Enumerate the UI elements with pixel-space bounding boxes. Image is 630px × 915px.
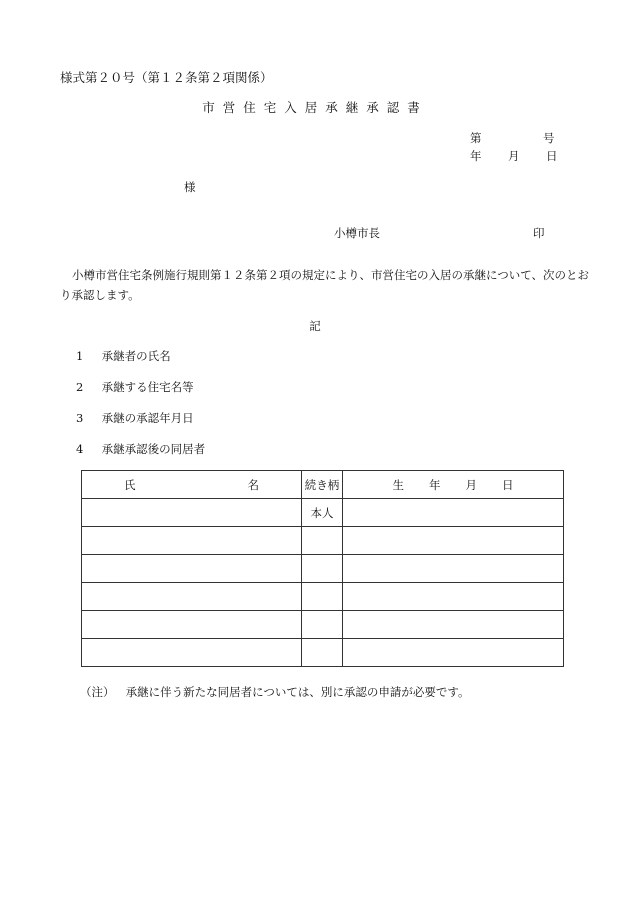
name-cell xyxy=(82,527,302,555)
list-item xyxy=(76,348,171,364)
recipient-honorific: 様 xyxy=(184,180,196,194)
cohabitant-table xyxy=(81,470,564,667)
note-text: 承継に伴う新たな同居者については、別に承認の申請が必要です。 xyxy=(125,685,470,699)
relation-cell xyxy=(302,555,343,583)
birthdate-cell xyxy=(343,583,564,611)
relation-cell xyxy=(302,639,343,667)
note-label: （注） xyxy=(80,685,115,699)
birthdate-cell xyxy=(343,555,564,583)
table-row xyxy=(82,583,564,611)
seal-mark: 印 xyxy=(533,226,545,240)
name-cell xyxy=(82,555,302,583)
body-paragraph: 小樽市営住宅条例施行規則第１２条第２項の規定により、市営住宅の入居の承継について、次のとおり承認します。 xyxy=(60,268,590,302)
relation-cell xyxy=(302,611,343,639)
item-label: 承継の承認年月日 xyxy=(101,411,194,425)
item-number: 2 xyxy=(76,380,84,394)
table-row xyxy=(82,555,564,583)
header-birthdate xyxy=(343,471,564,499)
doc-number-label: 第 xyxy=(470,131,482,145)
date-year-label: 年 xyxy=(470,149,482,163)
table-row xyxy=(82,527,564,555)
list-item xyxy=(76,379,194,395)
birthdate-cell xyxy=(343,527,564,555)
item-number: 1 xyxy=(76,349,84,363)
table-row xyxy=(82,611,564,639)
header-birth-part: 月 xyxy=(465,477,477,492)
name-cell xyxy=(82,499,302,527)
table-row xyxy=(82,499,564,527)
item-label: 承継する住宅名等 xyxy=(101,380,194,394)
header-birth-part: 年 xyxy=(429,477,441,492)
relation-cell: 本人 xyxy=(302,499,343,527)
ki-heading: 記 xyxy=(309,319,321,333)
relation-cell xyxy=(302,527,343,555)
name-cell xyxy=(82,583,302,611)
birthdate-cell xyxy=(343,499,564,527)
date-month-label: 月 xyxy=(508,149,520,163)
header-name-part: 名 xyxy=(247,477,259,492)
birthdate-cell xyxy=(343,611,564,639)
issuer-title: 小樽市長 xyxy=(334,226,380,240)
item-label: 承継承認後の同居者 xyxy=(101,442,206,456)
item-label: 承継者の氏名 xyxy=(101,349,171,363)
name-cell xyxy=(82,611,302,639)
name-cell xyxy=(82,639,302,667)
header-name-part: 氏 xyxy=(124,477,136,492)
header-birth-part: 生 xyxy=(392,477,404,492)
list-item xyxy=(76,441,205,457)
header-relation: 続き柄 xyxy=(302,471,343,499)
birthdate-cell xyxy=(343,639,564,667)
document-title: 市営住宅入居承継承認書 xyxy=(202,100,428,115)
header-birth-part: 日 xyxy=(502,477,514,492)
relation-cell xyxy=(302,583,343,611)
form-number: 様式第２０号（第１２条第２項関係） xyxy=(60,70,273,85)
table-row xyxy=(82,639,564,667)
item-number: 3 xyxy=(76,411,84,425)
doc-number-suffix: 号 xyxy=(543,131,555,145)
date-day-label: 日 xyxy=(546,149,558,163)
footnote xyxy=(80,684,470,700)
item-number: 4 xyxy=(76,442,84,456)
header-name xyxy=(82,471,302,499)
table-header-row xyxy=(82,471,564,499)
list-item xyxy=(76,410,194,426)
